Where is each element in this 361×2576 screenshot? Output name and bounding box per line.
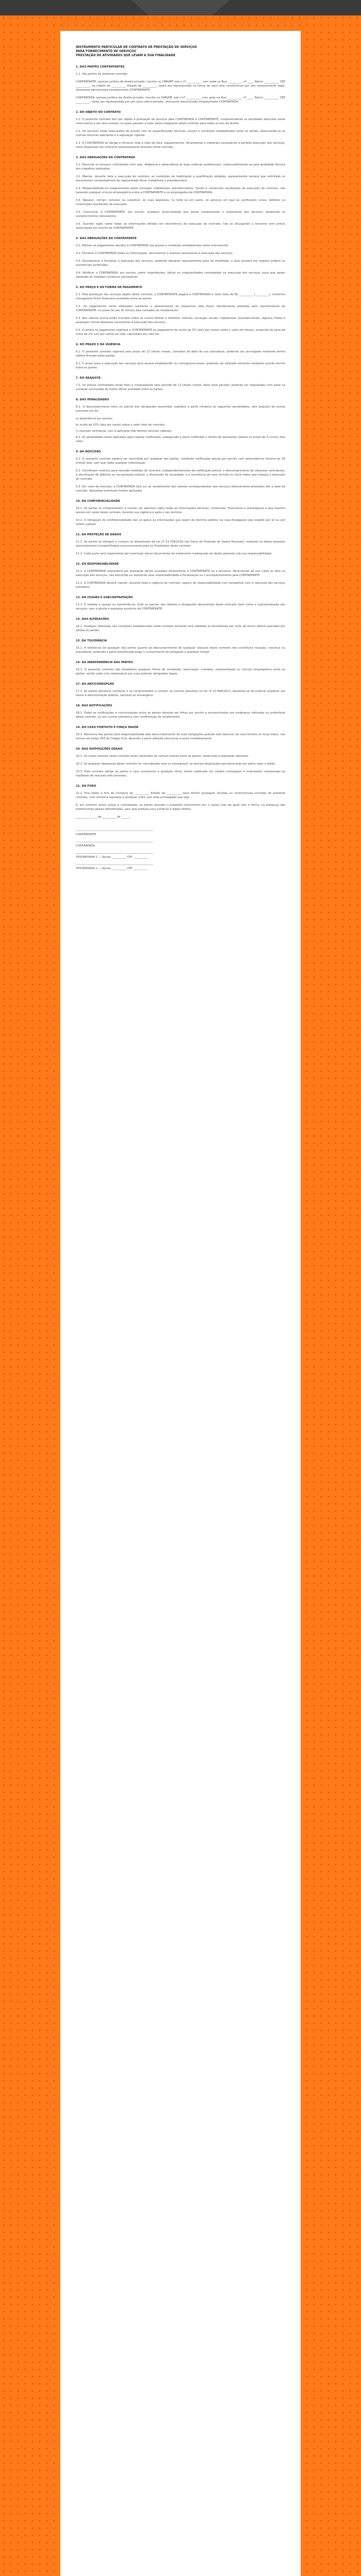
paragraph: 7.1. Os preços contratados serão fixos e irreajustáveis pelo período de 12 (doze) meses. Após esse período, poderão ser reajustados com base na variação acumulada do índice oficial acordado entre as partes. (76, 384, 285, 391)
paragraph: 16.1. O presente contrato não estabelece qualquer forma de sociedade, associação, mandato, representação ou vínculo empregatício entre as partes, sendo cada uma responsável por suas próprias obrigações legais. (76, 668, 285, 675)
paragraph: 3.4. Reparar, corrigir, remover ou substituir, às suas expensas, no total ou em parte, os serviços em que se verificarem vícios, defeitos ou incorreções resultantes da execução. (76, 199, 285, 206)
signature-label: CONTRATADA (76, 844, 95, 848)
paragraph: 19.1. Nenhuma das partes será responsabilizada pelo descumprimento de suas obrigações quando este decorrer de caso fortuito ou força maior, nos termos do artigo 393 do Código Civil, devendo a parte afetada comunicar a outra imediatamente. (76, 733, 285, 740)
signature-label: TESTEMUNHA 2 — Nome: __________ CPF: __________ (76, 867, 148, 870)
paragraph: 9.1. O presente contrato poderá ser rescindido por qualquer das partes, mediante notificação prévia por escrito com antecedência mínima de 30 (trinta) dias, sem que caiba qualquer indenização. (76, 457, 285, 465)
header-line: PRESTAÇÃO DE ATIVIDADES QUE LEVAM A SUA FINALIDADE (76, 54, 176, 57)
signature-label: TESTEMUNHA 1 — Nome: __________ CPF: __________ (76, 856, 148, 859)
header-line: INSTRUMENTO PARTICULAR DE CONTRATO DE PRESTAÇÃO DE SERVIÇOS (76, 46, 197, 49)
paragraph: 4.4. Notificar a CONTRATADA, por escrito, sobre imperfeições, falhas ou irregularidades constatadas na execução dos serviços, para que sejam adotadas as medidas corretivas necessárias. (76, 272, 285, 279)
paragraph: CONTRATANTE: pessoa jurídica de direito privado, inscrita no CNPJ/MF sob o nº __________, com sede na Rua __________, nº ____, Bairro __________, CEP __________, na cidade de __________, Estado de __________, neste ato representada na forma de seus atos constitutivos por seu representante legal, doravante denominada simplesmente CONTRATANTE. (76, 80, 285, 92)
paragraph: 10.2. A obrigação de confidencialidade não se aplica às informações que sejam de domínio público ou cuja divulgação seja exigida por lei ou por ordem judicial. (76, 519, 285, 526)
paragraph: 2.3. A CONTRATADA se obriga a fornecer toda a mão de obra, equipamentos, ferramentas e materiais necessários à perfeita execução dos serviços, salvo disposição em contrário expressamente prevista neste contrato. (76, 142, 285, 149)
top-bar (0, 0, 361, 15)
paragraph: 9.2. Constituem motivos para rescisão imediata do contrato, independentemente de notificação prévia: o descumprimento de cláusulas contratuais; a decretação de falência ou recuperação judicial; a dissolução da sociedade; e a ocorrência de caso fortuito ou força maior que impeça a execução do contrato. (76, 469, 285, 481)
section-heading: 5. DO PREÇO E DA FORMA DE PAGAMENTO (76, 286, 142, 289)
paragraph: __________, ____ de __________ de ______. (76, 816, 131, 819)
paragraph: 2.2. Os serviços serão executados de acordo com as especificações técnicas, prazos e condições estabelecidos entre as partes, observando-se as normas técnicas aplicáveis e a legislação vigente. (76, 130, 285, 137)
paragraph: 3.3. Responsabilizar-se integralmente pelos encargos trabalhistas, previdenciários, fiscais e comerciais resultantes da execução do contrato, não havendo qualquer vínculo empregatício entre a CONTRATANTE e os empregados da CONTRATADA. (76, 187, 285, 194)
list-item: c) rescisão contratual, com a aplicação das demais sanções cabíveis. (76, 430, 173, 433)
paragraph: 5.4. O atraso no pagamento sujeitará a CONTRATANTE ao pagamento de multa de 2% (dois por cento) sobre o valor em atraso, acrescida de juros de mora de 1% (um por cento) ao mês, calculados pro rata die. (76, 329, 285, 336)
paragraph: 9.3. Em caso de rescisão, a CONTRATADA fará jus ao recebimento dos valores correspondentes aos serviços efetivamente prestados até a data da rescisão, deduzidas eventuais multas aplicadas. (76, 485, 285, 493)
paragraph: 3.1. Executar os serviços contratados com zelo, diligência e observância às boas práticas profissionais, responsabilizando-se pela qualidade técnica dos trabalhos realizados. (76, 163, 285, 171)
section-heading: 2. DO OBJETO DO CONTRATO (76, 111, 121, 114)
paragraph: 3.5. Comunicar à CONTRATANTE, por escrito, qualquer anormalidade que possa comprometer o andamento dos serviços, prestando os esclarecimentos necessários. (76, 211, 285, 218)
paragraph: E, por estarem assim justas e contratadas, as partes assinam o presente instrumento em 2 (duas) vias de igual teor e forma, na presença das testemunhas abaixo identificadas, para que produza seus jurídicos e legais efeitos. (76, 804, 285, 811)
section-heading: 6. DO PRAZO E DA VIGÊNCIA (76, 343, 121, 346)
paragraph: 21.1. Fica eleito o foro da Comarca de __________, Estado de __________, para dirimir quaisquer dúvidas ou controvérsias oriundas do presente contrato, com renúncia expressa a qualquer outro, por mais privilegiado que seja. (76, 792, 285, 799)
paragraph: 3.6. Guardar sigilo sobre todas as informações obtidas em decorrência da execução do contrato, não as divulgando a terceiros sem prévia autorização por escrito da CONTRATANTE. (76, 223, 285, 230)
section-heading: 14. DAS ALTERAÇÕES (76, 618, 109, 621)
paragraph: 15.1. A tolerância de qualquer das partes quanto ao descumprimento de qualquer cláusula deste contrato não constituirá novação, renúncia ou precedente, podendo a parte prejudicada exigir o cumprimento da obrigação a qualquer tempo. (76, 647, 285, 654)
document-body (76, 65, 285, 819)
section-heading: 20. DAS DISPOSIÇÕES GERAIS (76, 748, 123, 751)
paragraph: 6.1. O presente contrato vigorará pelo prazo de 12 (doze) meses, contados da data de sua assinatura, podendo ser prorrogado mediante termo aditivo firmado pelas partes. (76, 350, 285, 358)
paragraph: 4.3. Acompanhar e fiscalizar a execução dos serviços, podendo designar representante para tal finalidade, o qual anotará em registro próprio as ocorrências verificadas. (76, 260, 285, 267)
signature-line (76, 853, 153, 854)
paragraph: 20.1. Os casos omissos neste contrato serão resolvidos de comum acordo entre as partes, observada a legislação aplicável. (76, 755, 249, 758)
signature-block (76, 831, 285, 871)
paragraph: 5.3. Nos valores acima estão incluídos todos os custos diretos e indiretos, tributos, encargos sociais, trabalhistas, previdenciários, seguros, fretes e quaisquer outras despesas necessárias à execução dos serviços. (76, 317, 285, 324)
paragraph: 10.1. As partes se comprometem a manter em absoluto sigilo todas as informações técnicas, comerciais, financeiras e estratégicas a que tiverem acesso em razão deste contrato, durante sua vigência e após o seu término. (76, 507, 285, 514)
paragraph: 12.1. A CONTRATADA responderá por quaisquer danos causados diretamente à CONTRATANTE ou a terceiros, decorrentes de sua culpa ou dolo na execução dos serviços, não excluindo ou reduzindo essa responsabilidade a fiscalização ou o acompanhamento pela CONTRATANTE. (76, 570, 285, 577)
section-heading: 9. DA RESCISÃO (76, 450, 101, 453)
signature-label: CONTRATANTE (76, 833, 96, 836)
list-item: b) multa de 10% (dez por cento) sobre o valor total do contrato; (76, 423, 166, 427)
section-heading: 1. DAS PARTES CONTRATANTES (76, 65, 125, 69)
list-item: a) advertência por escrito; (76, 417, 113, 420)
paragraph: 20.3. Este contrato obriga as partes e seus sucessores a qualquer título, sendo celebrado em caráter irrevogável e irretratável, ressalvadas as hipóteses de rescisão nele previstas. (76, 770, 285, 777)
paragraph: 13.1. É vedada a cessão ou transferência, total ou parcial, dos direitos e obrigações decorrentes deste contrato, bem como a subcontratação dos serviços, sem a prévia e expressa anuência da CONTRATANTE. (76, 603, 285, 611)
paragraph: 4.1. Efetuar os pagamentos devidos à CONTRATADA nos prazos e condições estabelecidos neste instrumento. (76, 244, 229, 247)
section-heading: 11. DA PROTEÇÃO DE DADOS (76, 533, 122, 536)
document-header (76, 45, 285, 58)
header-line: PARA FORNECIMENTO DE SERVIÇOS (76, 50, 136, 53)
paragraph: 14.1. Qualquer alteração nas condições estabelecidas neste contrato somente terá validade se formalizada por meio de termo aditivo assinado por ambas as partes. (76, 625, 285, 632)
paragraph: 18.1. Todas as notificações e comunicações entre as partes deverão ser feitas por escrito e encaminhadas aos endereços indicados no preâmbulo deste contrato, ou por correio eletrônico com confirmação de recebimento. (76, 711, 285, 719)
paragraph: 5.2. Os pagamentos serão efetuados mediante a apresentação da respectiva nota fiscal, devidamente atestada pelo representante da CONTRATANTE, no prazo de até 30 (trinta) dias contados do recebimento. (76, 305, 285, 312)
section-heading: 15. DA TOLERÂNCIA (76, 639, 107, 642)
section-heading: 13. DA CESSÃO E SUBCONTRATAÇÃO (76, 596, 133, 599)
section-heading: 17. DA ANTICORRUPÇÃO (76, 683, 114, 686)
paragraph: 8.1. O descumprimento total ou parcial das obrigações assumidas sujeitará a parte infratora às seguintes penalidades, sem prejuízo de outras previstas em lei: (76, 405, 285, 413)
paragraph: 3.2. Manter, durante toda a execução do contrato, as condições de habilitação e qualificação exigidas, apresentando sempre que solicitado os documentos comprobatórios de regularidade fiscal, trabalhista e previdenciária. (76, 175, 285, 182)
paragraph: 4.2. Fornecer à CONTRATADA todas as informações, documentos e acessos necessários à execução dos serviços. (76, 252, 234, 255)
paragraph: 12.2. A CONTRATADA deverá manter, durante toda a vigência do contrato, seguro de responsabilidade civil compatível com a natureza dos serviços prestados. (76, 582, 285, 589)
section-heading: 16. DA INDEPENDÊNCIA DAS PARTES (76, 661, 133, 664)
document-page (60, 31, 301, 2576)
paragraph: 17.1. As partes declaram conhecer e se comprometem a cumprir as normas previstas na Lei nº 12.846/2013, abstendo-se de praticar qualquer ato lesivo à administração pública, nacional ou estrangeira. (76, 690, 285, 697)
section-heading: 7. DO REAJUSTE (76, 377, 101, 380)
section-heading: 12. DA RESPONSABILIDADE (76, 563, 119, 566)
section-heading: 8. DAS PENALIDADES (76, 398, 109, 401)
section-heading: 18. DAS NOTIFICAÇÕES (76, 704, 112, 707)
paragraph: 11.1. As partes se obrigam a cumprir as disposições da Lei nº 13.709/2018 (Lei Geral de Proteção de Dados Pessoais), tratando os dados pessoais eventualmente compartilhados exclusivamente para as finalidades deste contrato. (76, 540, 285, 548)
section-heading: 21. DO FORO (76, 785, 96, 788)
section-heading: 4. DAS OBRIGAÇÕES DA CONTRATANTE (76, 237, 137, 240)
top-bar-notch (131, 0, 230, 15)
paragraph: 11.2. Cada parte será responsável por eventuais danos decorrentes do tratamento inadequado de dados pessoais sob sua responsabilidade. (76, 552, 272, 555)
section-heading: 3. DAS OBRIGAÇÕES DA CONTRATADA (76, 156, 135, 159)
paragraph: 5.1. Pela prestação dos serviços objeto deste contrato, a CONTRATANTE pagará à CONTRATADA o valor total de R$ __________ (__________), conforme cronograma físico-financeiro acordado entre as partes. (76, 293, 285, 300)
section-heading: 10. DA CONFIDENCIALIDADE (76, 500, 120, 503)
paragraph: 8.2. As penalidades serão aplicadas após regular notificação, assegurado à parte notificada o direito de apresentar defesa no prazo de 5 (cinco) dias úteis. (76, 436, 285, 443)
section-heading: 19. DO CASO FORTUITO E FORÇA MAIOR (76, 726, 139, 729)
paragraph: 6.2. O prazo para a execução dos serviços será aquele estabelecido no cronograma anexo, podendo ser alterado somente mediante acordo escrito entre as partes. (76, 362, 285, 369)
paragraph: 1.1. São partes do presente contrato: (76, 73, 128, 76)
paragraph: 2.1. O presente contrato tem por objeto a prestação de serviços pela CONTRATADA à CONTRATANTE, compreendendo as atividades descritas neste instrumento e em seus anexos, os quais passam a fazer parte integrante deste contrato para todos os fins de direito. (76, 118, 285, 125)
paragraph: 20.2. Se qualquer disposição deste contrato for considerada nula ou inexequível, as demais disposições permanecerão em pleno vigor e efeito. (76, 762, 276, 766)
paragraph: CONTRATADA: pessoa jurídica de direito privado, inscrita no CNPJ/MF sob o nº __________, com sede na Rua __________, nº ____, Bairro __________, CEP __________, neste ato representada por seu sócio administrador, doravante denominada simplesmente CONTRATADA. (76, 96, 285, 104)
